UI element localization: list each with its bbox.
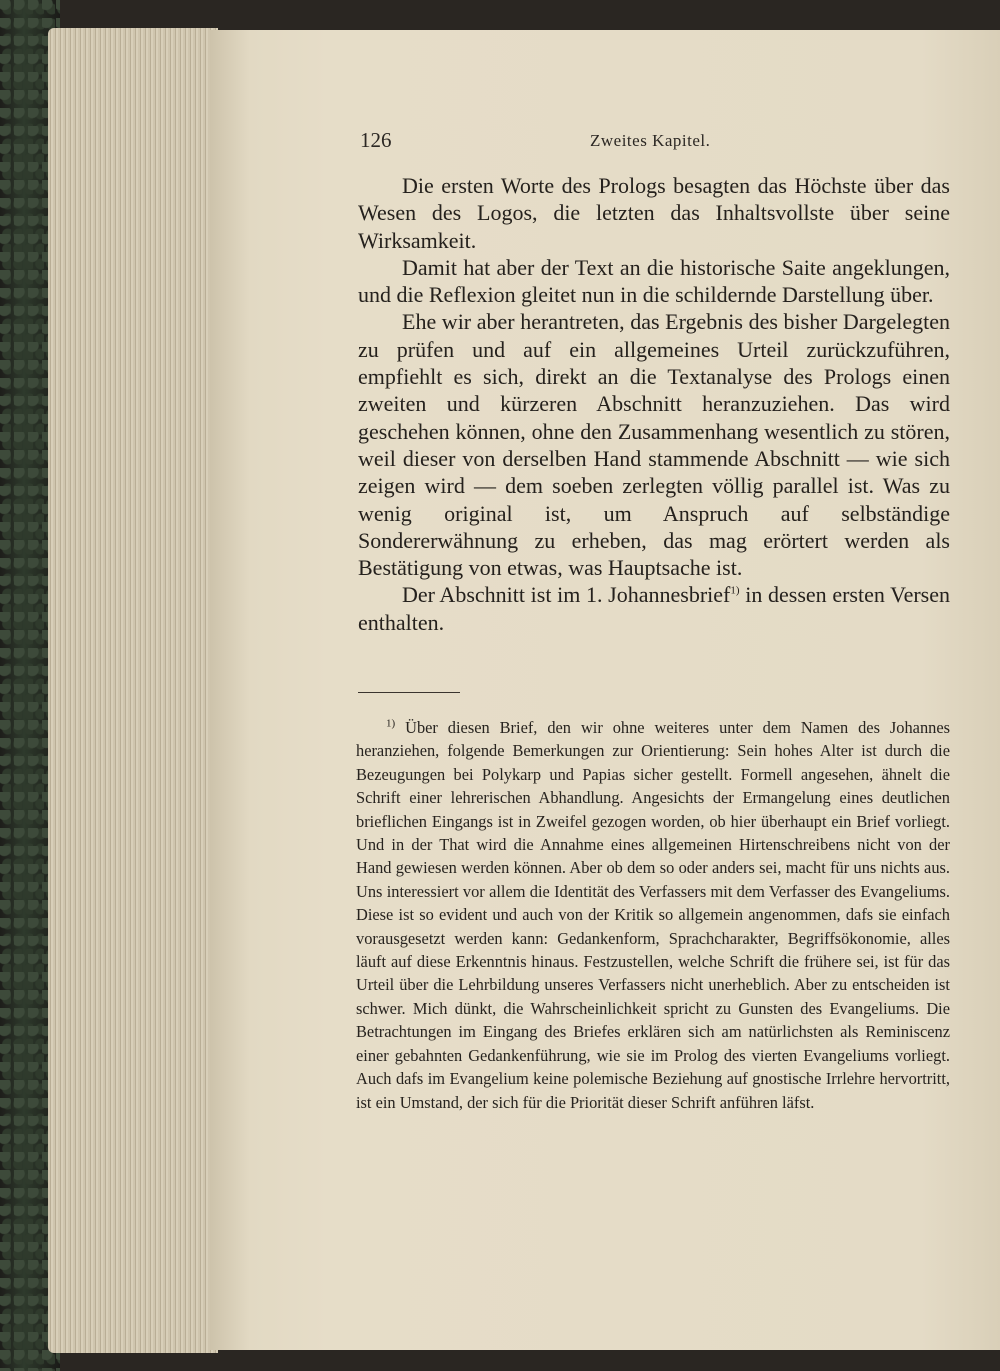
footnote-mark: 1) — [386, 717, 396, 730]
paragraph-4 — [358, 581, 950, 636]
paragraph-4-text-end: in dessen ersten Versen enthalten. — [358, 582, 950, 635]
paragraph-1: Die ersten Worte des Prologs besagten das Höchste über das Wesen des Logos, die letzten das Inhaltsvollste über seine Wirksamkeit. — [358, 173, 950, 253]
footnote-reference: 1) — [730, 585, 740, 598]
footnote-divider — [358, 692, 460, 693]
page-edges — [48, 28, 218, 1353]
paragraph-3: Ehe wir aber herantreten, das Ergebnis des bisher Dargelegten zu prüfen und auf ein allgemeines Urteil zurückzuführen, empfiehlt es sich, direkt an die Textanalyse des Prologs einen zweiten und kürzeren Abschnitt heranzuziehen. Das wird geschehen können, ohne den Zusammenhang wesentlich zu stören, weil dieser von derselben Hand stammende Abschnitt — wie sich zeigen wird — dem soeben zerlegten völlig parallel ist. Was zu wenig original ist, um Anspruch auf selbständige Sondererwähnung zu erheben, das mag erörtert werden als Bestätigung von etwas, was Hauptsache ist. — [358, 309, 950, 581]
running-head: Zweites Kapitel. — [590, 131, 711, 150]
footnote-text: Über diesen Brief, den wir ohne weiteres unter dem Namen des Johannes heranziehen, folgende Bemerkungen zur Orientierung: Sein hohes Alter ist durch die Bezeugungen bei Polykarp und Papias sicher gestellt. Formell angesehen, ähnelt die Schrift einer lehrerischen Abhandlung. Angesichts der Ermangelung eines deutlichen brieflichen Eingangs ist in Zweifel gezogen worden, ob hier überhaupt ein Brief vorliegt. Und in der That wird die Annahme eines allgemeinen Hirtenschreibens nicht von der Hand gewiesen werden können. Aber ob dem so oder anders sei, macht für uns nichts aus. Uns interessiert vor allem die Identität des Verfassers mit dem Verfasser des Evangeliums. Diese ist so evident und auch von der Kritik so allgemein angenommen, dafs sie einfach vorausgesetzt werden kann: Gedankenform, Sprachcharakter, Begriffsökonomie, alles läuft auf diese Erkenntnis hinaus. Festzustellen, welche Schrift die frühere sei, ist für das Urteil über die Lehrbildung unseres Verfassers nicht unerheblich. Aber zu entscheiden ist schwer. Mich dünkt, die Wahrscheinlichkeit spricht zu Gunsten des Evangeliums. Die Betrachtungen im Eingang des Briefes erklären sich am natürlichsten als Reminiscenz einer gebahnten Gedankenführung, wie sie im Prolog des vierten Evangeliums vorliegt. Auch dafs im Evangelium keine polemische Beziehung auf gnostische Irrlehre hervortritt, ist ein Umstand, der sich für die Priorität dieser Schrift anführen läfst. — [356, 718, 950, 1112]
footnote — [356, 716, 950, 1114]
page-header — [360, 128, 950, 158]
paragraph-2: Damit hat aber der Text an die historische Saite angeklungen, und die Reflexion gleitet nun in die schildernde Darstellung über. — [358, 254, 950, 308]
page-number: 126 — [360, 128, 392, 152]
paragraph-4-text: Der Abschnitt ist im 1. Johannesbrief — [402, 582, 731, 608]
body-text — [358, 172, 950, 636]
